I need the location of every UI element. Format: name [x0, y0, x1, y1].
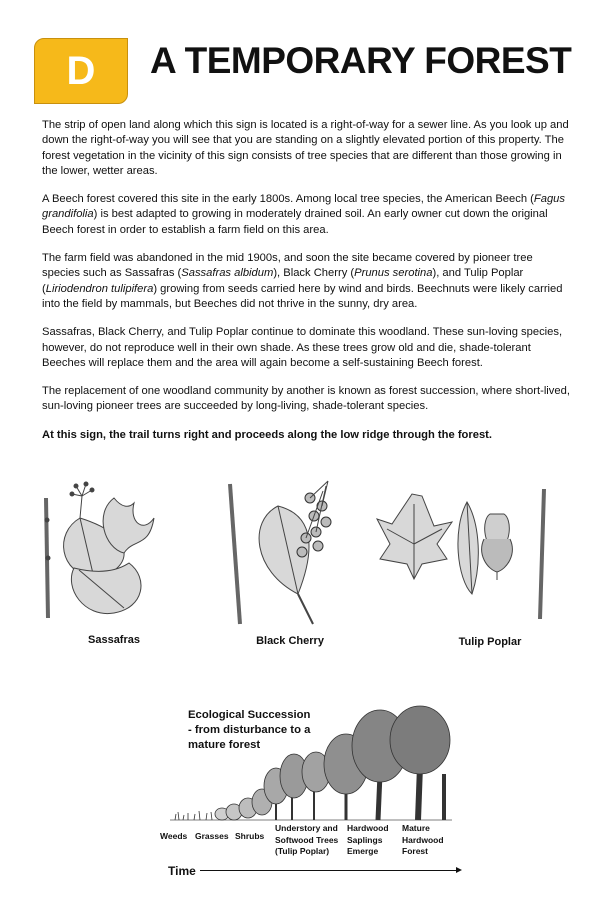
stage-mature-forest [402, 823, 444, 858]
text-run: The farm field was abandoned in the mid 1900s, and soon the site became covered by pioneer tree species such as Sassafras ( [42, 252, 533, 280]
succession-title-line: mature forest [188, 739, 261, 751]
stage-line: Understory and [275, 823, 338, 833]
stage-line: Emerge [347, 846, 379, 856]
paragraph-5: The replacement of one woodland community by another is known as forest succession, where short-lived, sun-loving pioneer trees are succeeded by long-living, shade-tolerant species. [42, 385, 570, 413]
paragraph-3 [42, 251, 570, 312]
stage-understory [275, 823, 338, 858]
stage-weeds: Weeds [160, 831, 188, 841]
sassafras-illustration [34, 478, 174, 630]
succession-illustration [170, 704, 452, 822]
stage-line: Softwood Trees [275, 834, 339, 845]
badge-letter: D [66, 48, 96, 93]
page-title: A TEMPORARY FOREST [150, 40, 572, 81]
paragraph-1: The strip of open land along which this sign is located is a right-of-way for a sewer line. As you look up and down the right-of-way you will see that you are standing on a slightly elevated portion of this property. The forest vegetation in the vicinity of this sign consists of tree species that are different than those growing in the lower, wetter areas. [42, 119, 569, 177]
stage-grasses: Grasses [195, 831, 229, 841]
succession-title-line: - from disturbance to a [188, 724, 311, 736]
stage-line: Hardwood [347, 823, 389, 833]
text-run: ) growing from seeds carried here by wind and birds. Beechnuts were likely carried into the field by mammals, but Beeches did not thrive in the sunny, dry area. [42, 282, 563, 310]
body-text [42, 118, 570, 456]
time-axis-label: Time [168, 864, 196, 878]
scientific-name: Prunus serotina [354, 267, 433, 280]
scientific-name: Liriodendron tulipifera [45, 282, 154, 295]
caption-tulip-poplar: Tulip Poplar [458, 636, 522, 648]
stage-line: Forest [402, 846, 428, 856]
black-cherry-illustration [218, 476, 338, 628]
caption-black-cherry: Black Cherry [256, 635, 324, 647]
scientific-name: Fagus grandifolia [42, 193, 565, 221]
section-badge [34, 38, 128, 104]
stage-line: Hardwood [402, 834, 444, 845]
text-run: ), and Tulip Poplar ( [42, 267, 524, 295]
trail-direction: At this sign, the trail turns right and proceeds along the low ridge through the forest. [42, 428, 493, 441]
stage-hardwood-saplings [347, 823, 389, 858]
text-run: ), Black Cherry ( [273, 267, 355, 280]
stage-line: Saplings [347, 834, 383, 845]
stage-line: (Tulip Poplar) [275, 846, 330, 856]
paragraph-4: Sassafras, Black Cherry, and Tulip Poplar continue to dominate this woodland. These sun-loving species, however, do not reproduce well in their own shade. As these trees grow old and die, shade-tolerant Beeches will replace them and the area will again become a self-sustaining Beech forest. [42, 326, 563, 369]
text-run: A Beech forest covered this site in the early 1800s. Among local tree species, the American Beech ( [42, 193, 534, 206]
tulip-poplar-illustration [372, 484, 558, 624]
stage-shrubs: Shrubs [235, 831, 265, 841]
paragraph-2 [42, 192, 570, 238]
succession-title-line: Ecological Succession [188, 709, 311, 721]
scientific-name: Sassafras albidum [181, 267, 274, 280]
caption-sassafras: Sassafras [88, 634, 140, 646]
time-arrow-icon [200, 870, 460, 871]
stage-line: Mature [402, 823, 430, 833]
text-run: ) is best adapted to growing in moderately drained soil. An early owner cut down the original Beech forest in order to establish a farm field on this area. [42, 208, 548, 236]
